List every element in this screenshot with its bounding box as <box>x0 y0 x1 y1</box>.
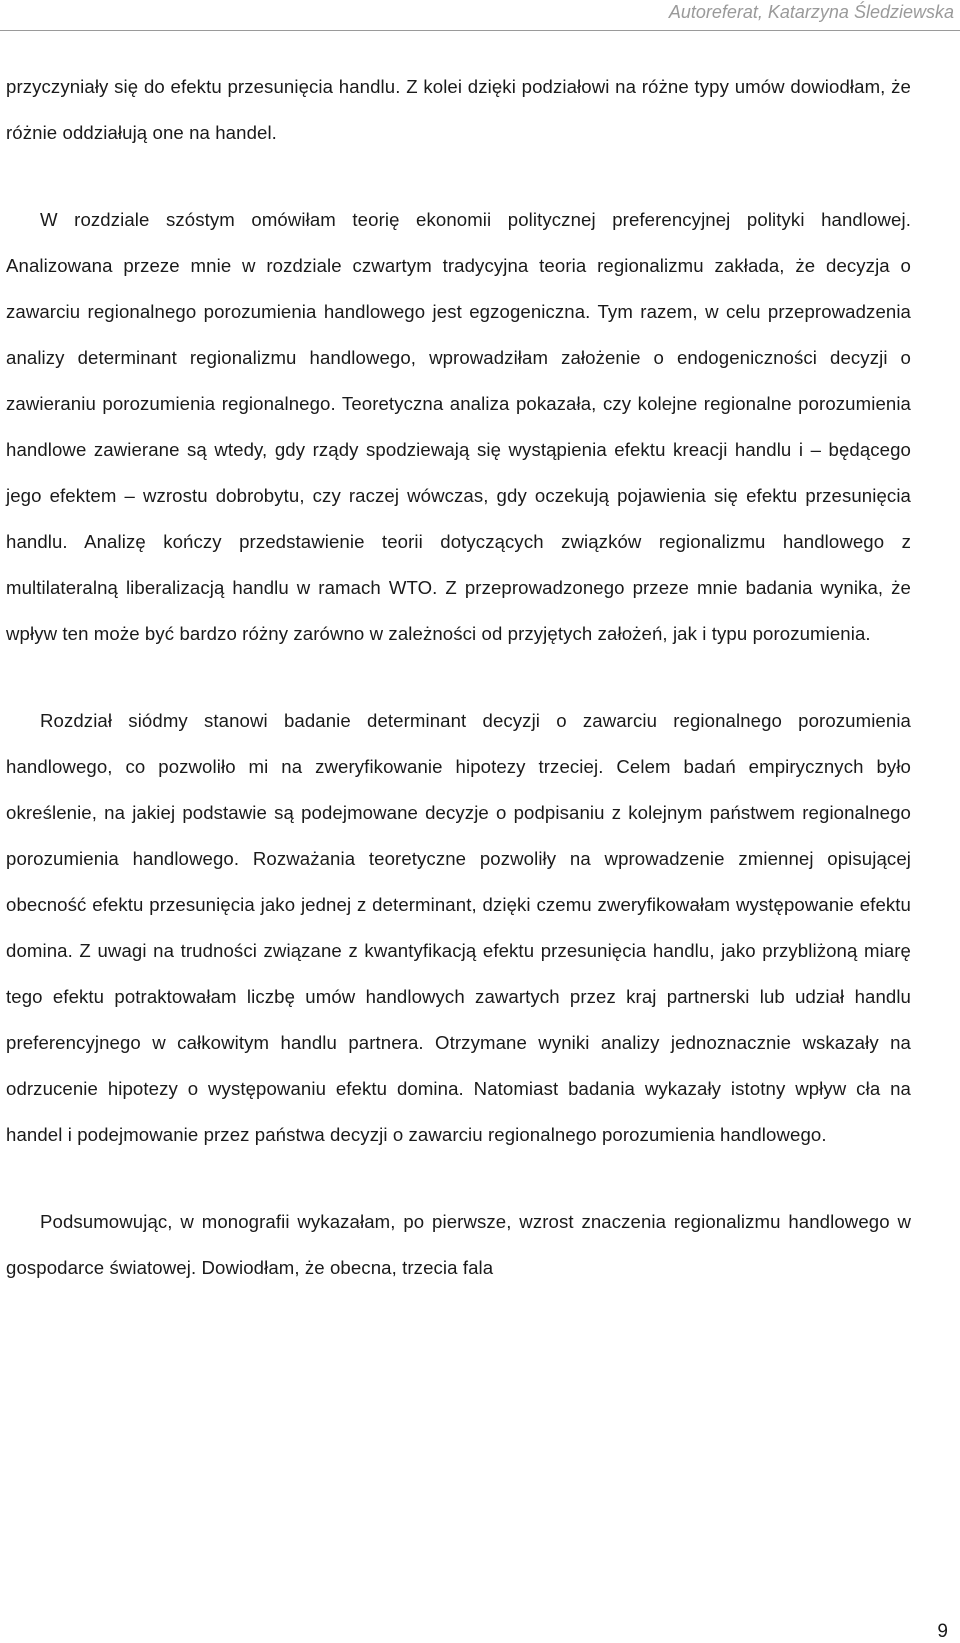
document-body <box>6 64 911 1332</box>
running-header: Autoreferat, Katarzyna Śledziewska <box>668 2 954 22</box>
paragraph-chapter-seven: Rozdział siódmy stanowi badanie determinant decyzji o zawarciu regionalnego porozumienia handlowego, co pozwoliło mi na zweryfikowanie hipotezy trzeciej. Celem badań empirycznych było określenie, na jakiej podstawie są podejmowane decyzje o podpisaniu z kolejnym państwem regionalnego porozumienia handlowego. Rozważania teoretyczne pozwoliły na wprowadzenie zmiennej opisującej obecność efektu przesunięcia jako jednej z determinant, dzięki czemu zweryfikowałam występowanie efektu domina. Z uwagi na trudności związane z kwantyfikacją efektu przesunięcia handlu, jako przybliżoną miarę tego efektu potraktowałam liczbę umów handlowych zawartych przez kraj partnerski lub udział handlu preferencyjnego w całkowitym handlu partnera. Otrzymane wyniki analizy jednoznacznie wskazały na odrzucenie hipotezy o występowaniu efektu domina. Natomiast badania wykazały istotny wpływ cła na handel i podejmowanie przez państwa decyzji o zawarciu regionalnego porozumienia handlowego. <box>6 710 911 1145</box>
paragraph-chapter-six: W rozdziale szóstym omówiłam teorię ekonomii politycznej preferencyjnej polityki handlowej. Analizowana przeze mnie w rozdziale czwartym tradycyjna teoria regionalizmu zakłada, że decyzja o zawarciu regionalnego porozumienia handlowego jest egzogeniczna. Tym razem, w celu przeprowadzenia analizy determinant regionalizmu handlowego, wprowadziłam założenie o endogeniczności decyzji o zawieraniu porozumienia regionalnego. Teoretyczna analiza pokazała, czy kolejne regionalne porozumienia handlowe zawierane są wtedy, gdy rządy spodziewają się wystąpienia efektu kreacji handlu i – będącego jego efektem – wzrostu dobrobytu, czy raczej wówczas, gdy oczekują pojawienia się efektu przesunięcia handlu. Analizę kończy przedstawienie teorii dotyczących związków regionalizmu handlowego z multilateralną liberalizacją handlu w ramach WTO. Z przeprowadzonego przeze mnie badania wynika, że wpływ ten może być bardzo różny zarówno w zależności od przyjętych założeń, jak i typu porozumienia. <box>6 209 911 644</box>
page-number: 9 <box>937 1621 948 1642</box>
paragraph-summary: Podsumowując, w monografii wykazałam, po pierwsze, wzrost znaczenia regionalizmu handlowego w gospodarce światowej. Dowiodłam, że obecna, trzecia fala <box>6 1211 911 1278</box>
header-divider <box>0 30 960 31</box>
paragraph-continuation: przyczyniały się do efektu przesunięcia handlu. Z kolei dzięki podziałowi na różne typy umów dowiodłam, że różnie oddziałują one na handel. <box>6 76 911 143</box>
